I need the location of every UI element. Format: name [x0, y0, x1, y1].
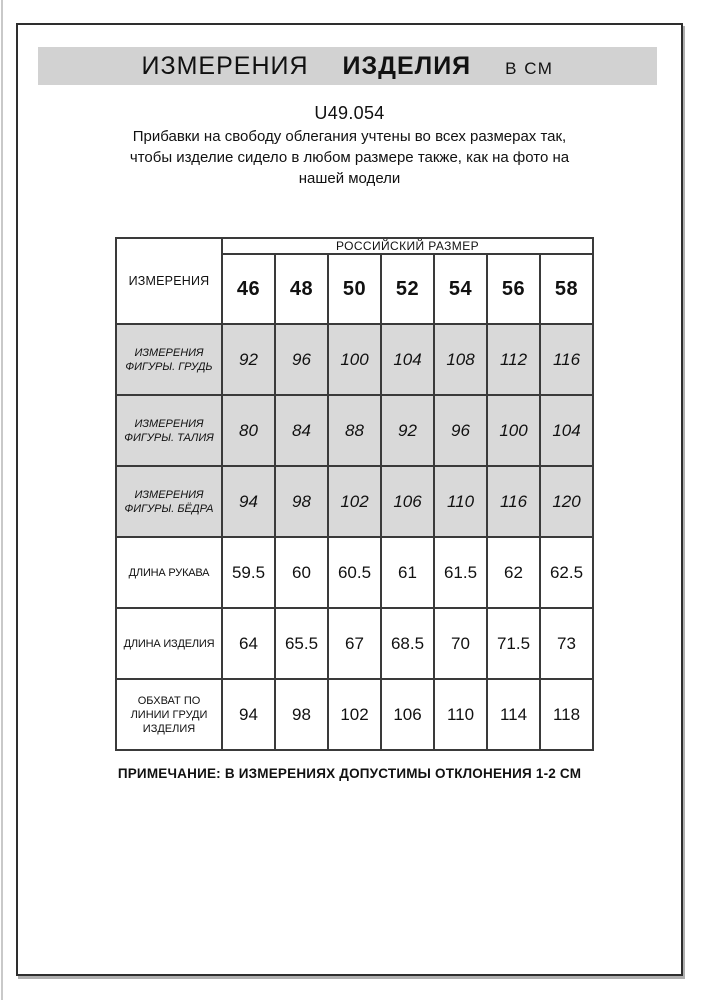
value-cell: 102: [328, 679, 381, 750]
value-cell: 68.5: [381, 608, 434, 679]
table-row-figure-chest: [116, 324, 593, 395]
value-cell: 98: [275, 466, 328, 537]
size-table: [115, 237, 594, 751]
value-cell: 118: [540, 679, 593, 750]
value-cell: 59.5: [222, 537, 275, 608]
value-cell: 62: [487, 537, 540, 608]
row-label: ДЛИНА РУКАВА: [116, 537, 222, 608]
value-cell: 96: [434, 395, 487, 466]
value-cell: 65.5: [275, 608, 328, 679]
value-cell: 98: [275, 679, 328, 750]
value-cell: 96: [275, 324, 328, 395]
value-cell: 60.5: [328, 537, 381, 608]
value-cell: 100: [487, 395, 540, 466]
scan-edge-artifact: [1, 0, 3, 1000]
row-label: ИЗМЕРЕНИЯ ФИГУРЫ. ТАЛИЯ: [116, 395, 222, 466]
table-row-sleeve-length: [116, 537, 593, 608]
value-cell: 70: [434, 608, 487, 679]
value-cell: 94: [222, 679, 275, 750]
value-cell: 106: [381, 679, 434, 750]
value-cell: 92: [222, 324, 275, 395]
row-label: ИЗМЕРЕНИЯ ФИГУРЫ. БЁДРА: [116, 466, 222, 537]
value-cell: 73: [540, 608, 593, 679]
title-units: В СМ: [505, 59, 554, 78]
size-col-header: 54: [434, 254, 487, 324]
value-cell: 61.5: [434, 537, 487, 608]
fit-description-line: чтобы изделие сидело в любом размере также, как на фото на: [129, 149, 570, 166]
value-cell: 94: [222, 466, 275, 537]
title-word-product: ИЗДЕЛИЯ: [342, 52, 472, 80]
group-header-row: [116, 238, 593, 254]
value-cell: 84: [275, 395, 328, 466]
value-cell: 64: [222, 608, 275, 679]
table-row-figure-hips: [116, 466, 593, 537]
value-cell: 110: [434, 679, 487, 750]
value-cell: 80: [222, 395, 275, 466]
value-cell: 100: [328, 324, 381, 395]
fit-description: [18, 126, 681, 189]
title-word-measurements: ИЗМЕРЕНИЯ: [141, 52, 309, 80]
value-cell: 116: [540, 324, 593, 395]
size-col-header: 58: [540, 254, 593, 324]
value-cell: 67: [328, 608, 381, 679]
page-frame: [16, 23, 683, 976]
value-cell: 92: [381, 395, 434, 466]
article-code: U49.054: [314, 103, 385, 123]
value-cell: 62.5: [540, 537, 593, 608]
table-row-garment-chest-girth: [116, 679, 593, 750]
size-col-header: 50: [328, 254, 381, 324]
tolerance-note: ПРИМЕЧАНИЕ: В ИЗМЕРЕНИЯХ ДОПУСТИМЫ ОТКЛОНЕНИЯ 1-2 СМ: [117, 766, 582, 781]
value-cell: 102: [328, 466, 381, 537]
value-cell: 104: [381, 324, 434, 395]
value-cell: 110: [434, 466, 487, 537]
corner-header: ИЗМЕРЕНИЯ: [116, 238, 222, 324]
value-cell: 104: [540, 395, 593, 466]
value-cell: 71.5: [487, 608, 540, 679]
fit-description-line: Прибавки на свободу облегания учтены во всех размерах так,: [132, 128, 567, 145]
value-cell: 60: [275, 537, 328, 608]
value-cell: 120: [540, 466, 593, 537]
size-col-header: 48: [275, 254, 328, 324]
value-cell: 61: [381, 537, 434, 608]
size-col-header: 46: [222, 254, 275, 324]
title-banner: [38, 47, 657, 85]
value-cell: 114: [487, 679, 540, 750]
table-row-figure-waist: [116, 395, 593, 466]
value-cell: 108: [434, 324, 487, 395]
row-label: ОБХВАТ ПО ЛИНИИ ГРУДИ ИЗДЕЛИЯ: [116, 679, 222, 750]
row-label: ДЛИНА ИЗДЕЛИЯ: [116, 608, 222, 679]
value-cell: 112: [487, 324, 540, 395]
row-label: ИЗМЕРЕНИЯ ФИГУРЫ. ГРУДЬ: [116, 324, 222, 395]
size-col-header: 52: [381, 254, 434, 324]
size-group-header: РОССИЙСКИЙ РАЗМЕР: [222, 238, 593, 254]
size-col-header: 56: [487, 254, 540, 324]
table-row-garment-length: [116, 608, 593, 679]
value-cell: 106: [381, 466, 434, 537]
fit-description-line: нашей модели: [298, 170, 401, 187]
value-cell: 88: [328, 395, 381, 466]
value-cell: 116: [487, 466, 540, 537]
